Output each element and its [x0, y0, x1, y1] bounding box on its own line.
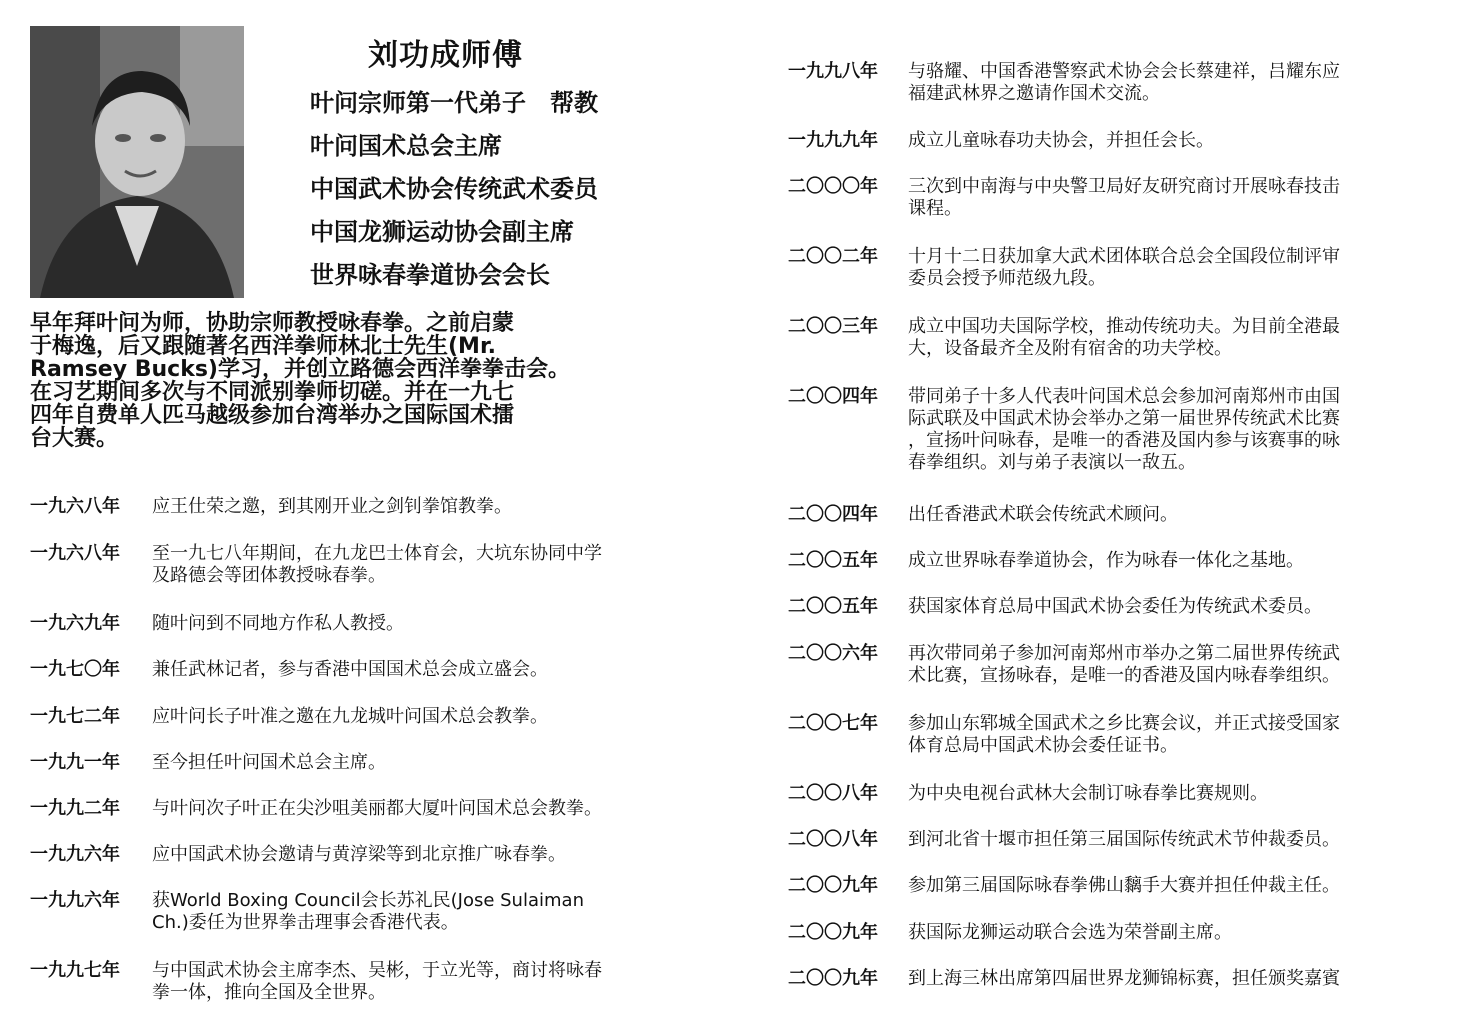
timeline-text: 成立中国功夫国际学校，推动传统功夫。为目前全港最: [908, 316, 1340, 337]
timeline-entry: [788, 875, 1340, 897]
timeline-entry: [30, 890, 584, 934]
timeline-text: 与骆耀、中国香港警察武术协会会长蔡建祥，吕耀东应: [908, 61, 1340, 82]
timeline-entry: [30, 543, 602, 587]
timeline-text: 随叶问到不同地方作私人教授。: [152, 613, 404, 634]
intro-line: 早年拜叶问为师，协助宗师教授咏春拳。之前启蒙: [30, 311, 515, 336]
timeline-text: 际武联及中国武术协会举办之第一届世界传统武术比赛: [908, 408, 1340, 429]
timeline-year: 二〇〇五年: [788, 550, 878, 571]
timeline-entry: [30, 960, 602, 1004]
timeline-text: 与中国武术协会主席李杰、吴彬，于立光等，商讨将咏春: [152, 960, 602, 981]
title-item: 中国龙狮运动协会副主席: [310, 218, 574, 246]
timeline-text: ，宣扬叶问咏春，是唯一的香港及国内参与该赛事的咏: [908, 430, 1340, 451]
timeline-year: 一九九六年: [30, 844, 120, 865]
timeline-entry: [788, 713, 1340, 757]
timeline-text: 至今担任叶问国术总会主席。: [152, 752, 386, 773]
timeline-text: 为中央电视台武林大会制订咏春拳比赛规则。: [908, 783, 1268, 804]
timeline-entry: [788, 922, 1232, 944]
timeline-text: 大，设备最齐全及附有宿舍的功夫学校。: [908, 338, 1232, 359]
timeline-text: 成立儿童咏春功夫协会，并担任会长。: [908, 130, 1214, 151]
timeline-year: 二〇〇六年: [788, 643, 878, 664]
timeline-text: 成立世界咏春拳道协会，作为咏春一体化之基地。: [908, 550, 1304, 571]
timeline-year: 一九九九年: [788, 130, 878, 151]
timeline-entry: [788, 316, 1340, 360]
timeline-text: 与叶问次子叶正在尖沙咀美丽都大厦叶问国术总会教拳。: [152, 798, 602, 819]
timeline-text: 至一九七八年期间，在九龙巴士体育会，大坑东协同中学: [152, 543, 602, 564]
timeline-year: 二〇〇三年: [788, 316, 878, 337]
timeline-text: 参加山东郓城全国武术之乡比赛会议，并正式接受国家: [908, 713, 1340, 734]
timeline-text: 到上海三林出席第四届世界龙狮锦标赛，担任颁奖嘉賓: [908, 968, 1340, 989]
timeline-text: Ch.)委任为世界拳击理事会香港代表。: [152, 912, 459, 933]
intro-line: 台大赛。: [30, 426, 119, 451]
timeline-entry: [30, 496, 512, 518]
master-name: 刘功成师傅: [368, 38, 523, 73]
timeline-entry: [788, 829, 1340, 851]
timeline-entry: [788, 130, 1214, 152]
timeline-year: 二〇〇五年: [788, 596, 878, 617]
timeline-entry: [788, 596, 1322, 618]
timeline-entry: [788, 550, 1304, 572]
timeline-year: 二〇〇九年: [788, 922, 878, 943]
timeline-text: 应中国武术协会邀请与黄淳梁等到北京推广咏春拳。: [152, 844, 566, 865]
timeline-year: 二〇〇九年: [788, 875, 878, 896]
timeline-entry: [788, 968, 1340, 990]
timeline-text: 应叶问长子叶准之邀在九龙城叶问国术总会教拳。: [152, 706, 548, 727]
timeline-year: 一九七二年: [30, 706, 120, 727]
timeline-entry: [30, 659, 548, 681]
timeline-year: 一九九二年: [30, 798, 120, 819]
intro-line: 于梅逸，后又跟随著名西洋拳师林北士先生(Mr.: [30, 334, 497, 359]
timeline-year: 二〇〇四年: [788, 386, 878, 407]
timeline-year: 二〇〇八年: [788, 783, 878, 804]
timeline-text: 课程。: [908, 198, 962, 219]
timeline-year: 一九六八年: [30, 543, 120, 564]
timeline-entry: [30, 752, 386, 774]
timeline-year: 一九九一年: [30, 752, 120, 773]
timeline-year: 一九九八年: [788, 61, 878, 82]
timeline-year: 二〇〇八年: [788, 829, 878, 850]
timeline-text: 及路德会等团体教授咏春拳。: [152, 565, 386, 586]
intro-line: Ramsey Bucks)学习，并创立路德会西洋拳拳击会。: [30, 357, 570, 382]
timeline-year: 二〇〇七年: [788, 713, 878, 734]
title-item: 叶问国术总会主席: [310, 132, 502, 160]
timeline-year: 二〇〇二年: [788, 246, 878, 267]
timeline-text: 到河北省十堰市担任第三届国际传统武术节仲裁委员。: [908, 829, 1340, 850]
intro-line: 四年自费单人匹马越级参加台湾举办之国际国术擂: [30, 403, 515, 428]
timeline-year: 二〇〇〇年: [788, 176, 878, 197]
timeline-year: 二〇〇四年: [788, 504, 878, 525]
title-item: 叶问宗师第一代弟子 帮教: [310, 89, 598, 117]
timeline-text: 参加第三届国际咏春拳佛山黐手大赛并担任仲裁主任。: [908, 875, 1340, 896]
timeline-year: 一九六八年: [30, 496, 120, 517]
timeline-text: 应王仕荣之邀，到其刚开业之剑钊拳馆教拳。: [152, 496, 512, 517]
timeline-year: 一九九七年: [30, 960, 120, 981]
timeline-entry: [788, 246, 1340, 290]
timeline-entry: [30, 844, 566, 866]
timeline-text: 三次到中南海与中央警卫局好友研究商讨开展咏春技击: [908, 176, 1340, 197]
left-timeline: [30, 0, 730, 1033]
timeline-text: 获国家体育总局中国武术协会委任为传统武术委员。: [908, 596, 1322, 617]
timeline-text: 福建武林界之邀请作国术交流。: [908, 83, 1160, 104]
timeline-text: 十月十二日获加拿大武术团体联合总会全国段位制评审: [908, 246, 1340, 267]
timeline-text: 出任香港武术联会传统武术顾问。: [908, 504, 1178, 525]
timeline-text: 再次带同弟子参加河南郑州市举办之第二届世界传统武: [908, 643, 1340, 664]
timeline-entry: [788, 643, 1340, 687]
timeline-entry: [788, 783, 1268, 805]
timeline-text: 获World Boxing Council会长苏礼民(Jose Sulaiman: [152, 890, 584, 911]
timeline-year: 一九九六年: [30, 890, 120, 911]
timeline-entry: [30, 613, 404, 635]
timeline-entry: [788, 61, 1340, 105]
timeline-text: 拳一体，推向全国及全世界。: [152, 982, 386, 1003]
title-item: 中国武术协会传统武术委员: [310, 175, 598, 203]
title-item: 世界咏春拳道协会会长: [310, 261, 550, 289]
timeline-year: 二〇〇九年: [788, 968, 878, 989]
timeline-text: 委员会授予师范级九段。: [908, 268, 1106, 289]
timeline-entry: [788, 386, 1340, 474]
timeline-entry: [30, 706, 548, 728]
timeline-text: 体育总局中国武术协会委任证书。: [908, 735, 1178, 756]
timeline-entry: [30, 798, 602, 820]
timeline-entry: [788, 176, 1340, 220]
intro-line: 在习艺期间多次与不同派别拳师切磋。并在一九七: [30, 380, 515, 405]
right-timeline: [788, 0, 1458, 1033]
timeline-year: 一九六九年: [30, 613, 120, 634]
timeline-year: 一九七〇年: [30, 659, 120, 680]
timeline-text: 术比赛，宣扬咏春，是唯一的香港及国内咏春拳组织。: [908, 665, 1340, 686]
timeline-text: 兼任武林记者，参与香港中国国术总会成立盛会。: [152, 659, 548, 680]
timeline-text: 获国际龙狮运动联合会选为荣誉副主席。: [908, 922, 1232, 943]
timeline-text: 带同弟子十多人代表叶问国术总会参加河南郑州市由国: [908, 386, 1340, 407]
timeline-text: 春拳组织。刘与弟子表演以一敌五。: [908, 452, 1196, 473]
timeline-entry: [788, 504, 1178, 526]
